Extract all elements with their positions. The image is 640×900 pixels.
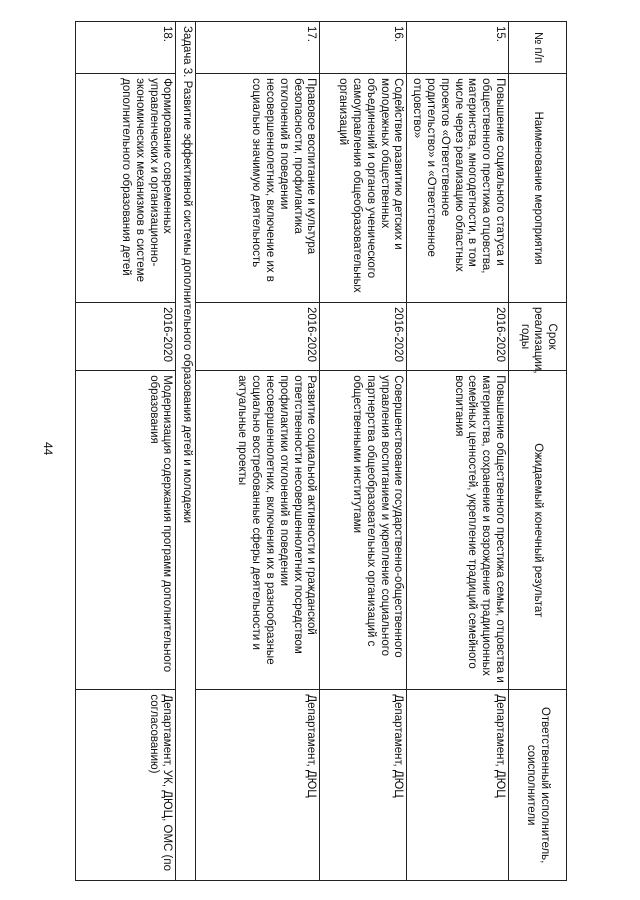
task-heading: Задача 3. Развитие эффективной системы дополнительного образования детей и молодежи (176, 22, 196, 881)
header-no: № п/п (509, 22, 567, 74)
header-responsible: Ответственный исполнитель, соисполнители (509, 690, 567, 881)
table-row (320, 22, 407, 881)
header-period: Срок реализации, годы (509, 302, 567, 370)
measure-result: Совершенствование государственно-общественного управления воспитанием и укрепление социального партнерства общеобразовательных организаций с общественными институтами (320, 371, 407, 690)
measure-name: Формирование современных управленческих и организационно-экономических механизмов в системе дополнительного образования детей (76, 74, 176, 303)
measure-responsible: Департамент, ДЮЦ (196, 690, 320, 881)
rotated-page-content (75, 21, 567, 881)
row-number: 18. (76, 22, 176, 74)
measure-period: 2016-2020 (320, 302, 407, 370)
measure-name: Содействие развитию детских и молодежных общественных объединений и органов ученического самоуправления общеобразовательных организаций (320, 74, 407, 303)
row-number: 16. (320, 22, 407, 74)
measure-name: Повышение социального статуса и общественного престижа отцовства, материнства, многодетности, в том числе через реализацию областных проектов «Ответственное родительство» и «Ответственное отцовство» (407, 74, 509, 303)
table-row (407, 22, 509, 881)
measure-responsible: Департамент, УК, ДЮЦ, ОМС (по согласованию) (76, 690, 176, 881)
task-row (176, 22, 196, 881)
table-header-row (509, 22, 567, 881)
table-row (76, 22, 176, 881)
row-number: 15. (407, 22, 509, 74)
measures-table (75, 21, 567, 881)
measure-name: Правовое воспитание и культура безопасности, профилактика отклонений в поведении несовершеннолетних, включение их в социально значимую деятельность (196, 74, 320, 303)
measure-result: Развитие социальной активности и гражданской ответственности несовершеннолетних посредством профилактики отклонений в поведении несовершеннолетних, включения их в разнообразные социально востребованные сферы деятельности и актуальные проекты (196, 371, 320, 690)
measure-result: Повышение общественного престижа семьи, отцовства и материнства, сохранение и возрождение традиционных семейных ценностей, укрепление традиций семейного воспитания (407, 371, 509, 690)
measure-period: 2016-2020 (76, 302, 176, 370)
row-number: 17. (196, 22, 320, 74)
measure-period: 2016-2020 (196, 302, 320, 370)
header-result: Ожидаемый конечный результат (509, 371, 567, 690)
measure-result: Модернизация содержания программ дополнительного образования (76, 371, 176, 690)
table-row (196, 22, 320, 881)
page-number: 44 (41, 442, 55, 456)
measure-period: 2016-2020 (407, 302, 509, 370)
header-name: Наименование мероприятия (509, 74, 567, 303)
measure-responsible: Департамент, ДЮЦ (407, 690, 509, 881)
measure-responsible: Департамент, ДЮЦ (320, 690, 407, 881)
